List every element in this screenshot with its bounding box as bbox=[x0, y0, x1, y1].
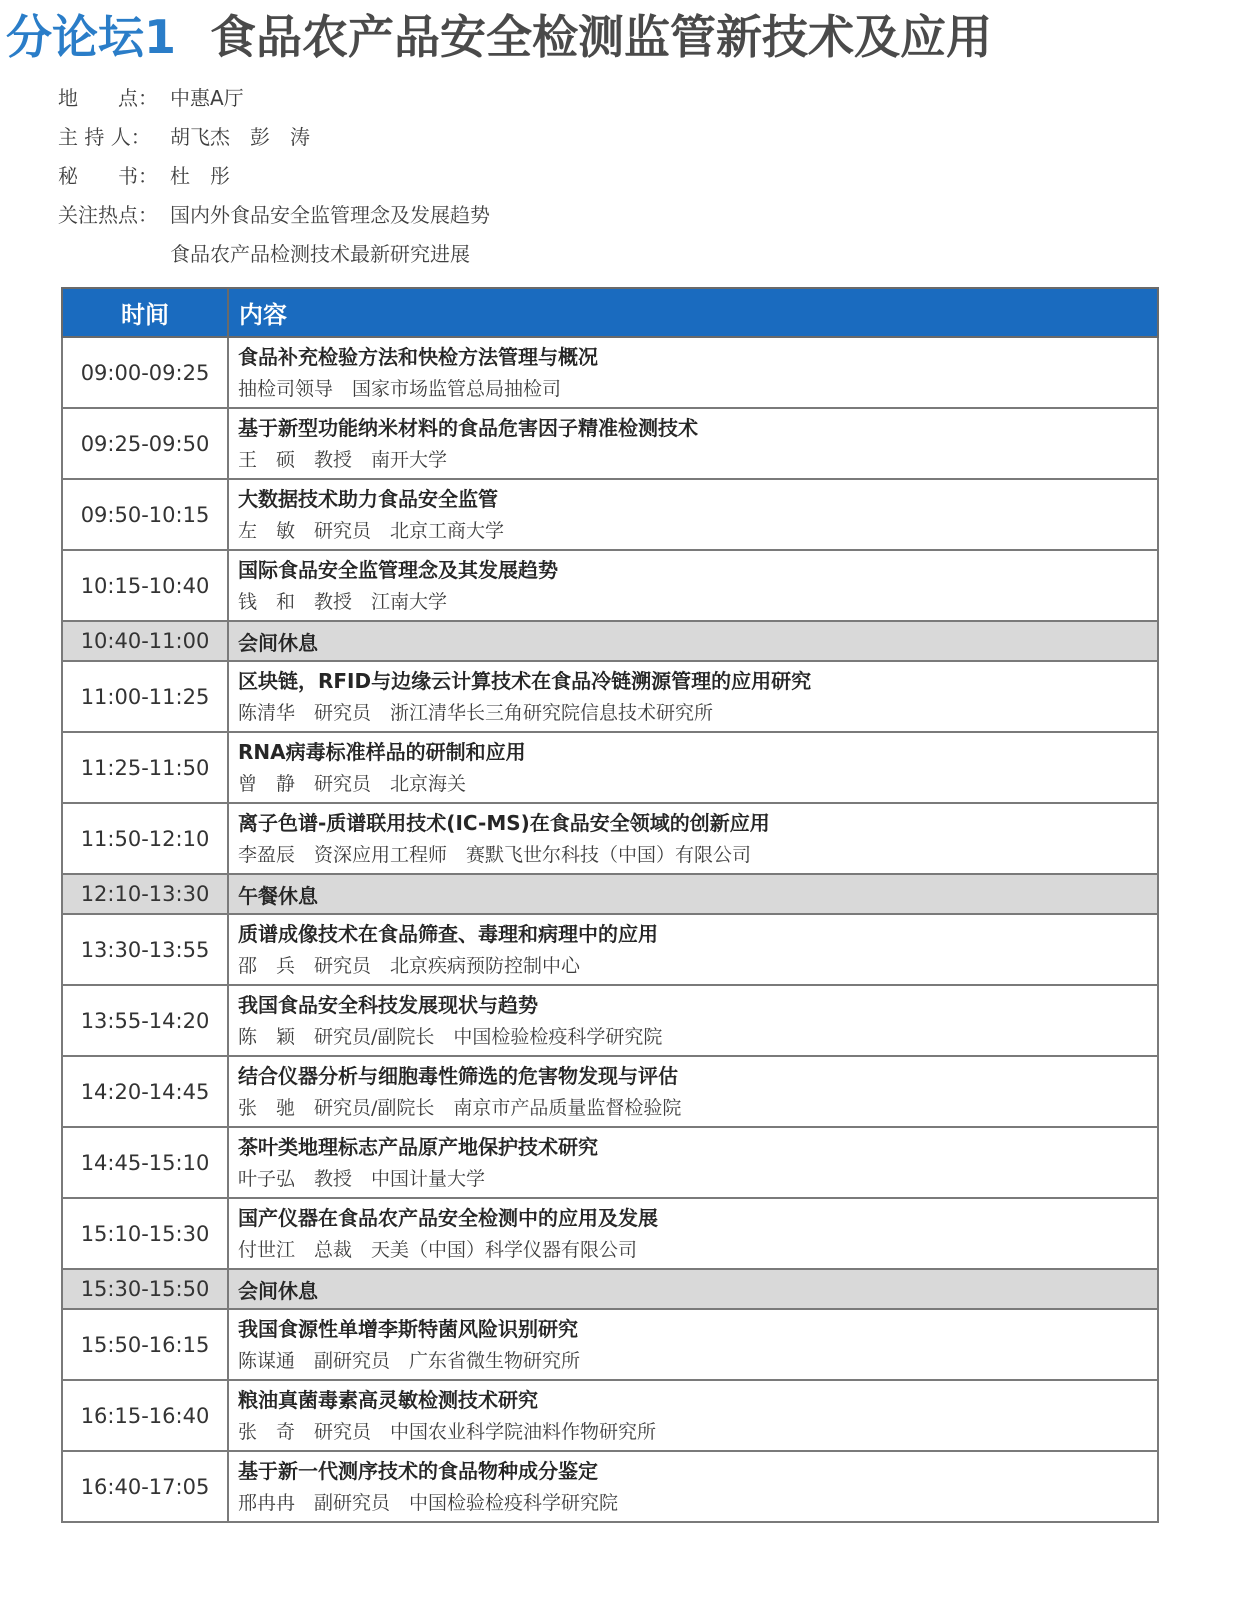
session-title: 离子色谱-质谱联用技术(IC-MS)在食品安全领域的创新应用 bbox=[238, 810, 770, 835]
session-row bbox=[62, 661, 1158, 732]
session-title: 国产仪器在食品农产品安全检测中的应用及发展 bbox=[238, 1205, 658, 1230]
session-cell bbox=[228, 408, 1158, 479]
session-speaker: 陈谋通 副研究员 广东省微生物研究所 bbox=[238, 1349, 581, 1372]
info-location bbox=[58, 83, 244, 113]
session-speaker: 左 敏 研究员 北京工商大学 bbox=[238, 519, 505, 542]
session-cell bbox=[228, 803, 1158, 874]
row-time: 16:40-17:05 bbox=[62, 1451, 228, 1522]
info-focus bbox=[58, 200, 490, 230]
host-value: 胡飞杰 彭 涛 bbox=[170, 125, 310, 149]
session-cell bbox=[228, 661, 1158, 732]
session-title: 茶叶类地理标志产品原产地保护技术研究 bbox=[238, 1134, 598, 1159]
session-title: 国际食品安全监管理念及其发展趋势 bbox=[238, 557, 558, 582]
break-label: 午餐休息 bbox=[238, 883, 318, 908]
session-cell bbox=[228, 550, 1158, 621]
break-label: 会间休息 bbox=[238, 630, 318, 655]
row-time: 12:10-13:30 bbox=[62, 874, 228, 914]
session-row bbox=[62, 550, 1158, 621]
row-time: 09:50-10:15 bbox=[62, 479, 228, 550]
session-row bbox=[62, 1056, 1158, 1127]
session-title: 区块链，RFID与边缘云计算技术在食品冷链溯源管理的应用研究 bbox=[238, 668, 812, 693]
forum-number: 分论坛1 bbox=[6, 10, 177, 64]
break-label: 会间休息 bbox=[238, 1278, 318, 1303]
session-cell bbox=[228, 337, 1158, 408]
session-row bbox=[62, 985, 1158, 1056]
forum-title: 食品农产品安全检测监管新技术及应用 bbox=[210, 10, 993, 64]
session-cell bbox=[228, 732, 1158, 803]
session-speaker: 陈清华 研究员 浙江清华长三角研究院信息技术研究所 bbox=[238, 701, 714, 724]
session-speaker: 邵 兵 研究员 北京疾病预防控制中心 bbox=[238, 954, 581, 977]
row-time: 13:55-14:20 bbox=[62, 985, 228, 1056]
info-secretary bbox=[58, 161, 230, 191]
session-speaker: 付世江 总裁 天美（中国）科学仪器有限公司 bbox=[238, 1238, 638, 1261]
row-time: 15:30-15:50 bbox=[62, 1269, 228, 1309]
session-title: 粮油真菌毒素高灵敏检测技术研究 bbox=[238, 1387, 538, 1412]
session-row bbox=[62, 914, 1158, 985]
row-time: 16:15-16:40 bbox=[62, 1380, 228, 1451]
row-time: 15:10-15:30 bbox=[62, 1198, 228, 1269]
break-row bbox=[62, 1269, 1158, 1309]
break-cell bbox=[228, 874, 1158, 914]
session-row bbox=[62, 1380, 1158, 1451]
session-title: RNA病毒标准样品的研制和应用 bbox=[238, 739, 526, 764]
session-cell bbox=[228, 1380, 1158, 1451]
session-title: 食品补充检验方法和快检方法管理与概况 bbox=[238, 344, 598, 369]
session-title: 我国食品安全科技发展现状与趋势 bbox=[238, 992, 538, 1017]
session-speaker: 钱 和 教授 江南大学 bbox=[238, 590, 448, 613]
focus-value-2: 食品农产品检测技术最新研究进展 bbox=[170, 242, 470, 266]
row-time: 10:15-10:40 bbox=[62, 550, 228, 621]
location-label: 地 点： bbox=[58, 86, 158, 110]
session-title: 我国食源性单增李斯特菌风险识别研究 bbox=[238, 1316, 578, 1341]
row-time: 15:50-16:15 bbox=[62, 1309, 228, 1380]
session-speaker: 张 奇 研究员 中国农业科学院油料作物研究所 bbox=[238, 1420, 657, 1443]
session-speaker: 邢冉冉 副研究员 中国检验检疫科学研究院 bbox=[238, 1491, 619, 1514]
session-title: 结合仪器分析与细胞毒性筛选的危害物发现与评估 bbox=[238, 1063, 678, 1088]
row-time: 09:25-09:50 bbox=[62, 408, 228, 479]
table-header-row bbox=[62, 288, 1158, 337]
session-speaker: 李盈辰 资深应用工程师 赛默飞世尔科技（中国）有限公司 bbox=[238, 843, 752, 866]
row-time: 14:45-15:10 bbox=[62, 1127, 228, 1198]
session-cell bbox=[228, 479, 1158, 550]
session-speaker: 曾 静 研究员 北京海关 bbox=[238, 772, 467, 795]
session-row bbox=[62, 732, 1158, 803]
row-time: 11:50-12:10 bbox=[62, 803, 228, 874]
session-cell bbox=[228, 985, 1158, 1056]
break-row bbox=[62, 621, 1158, 661]
session-title: 基于新型功能纳米材料的食品危害因子精准检测技术 bbox=[238, 415, 698, 440]
session-row bbox=[62, 1309, 1158, 1380]
session-speaker: 张 驰 研究员/副院长 南京市产品质量监督检验院 bbox=[238, 1096, 682, 1119]
location-value: 中惠A厅 bbox=[170, 86, 244, 110]
row-time: 14:20-14:45 bbox=[62, 1056, 228, 1127]
session-cell bbox=[228, 1451, 1158, 1522]
break-cell bbox=[228, 621, 1158, 661]
secretary-value: 杜 彤 bbox=[170, 164, 230, 188]
break-row bbox=[62, 874, 1158, 914]
schedule-body bbox=[62, 337, 1158, 1522]
header-content: 内容 bbox=[228, 288, 1158, 337]
info-focus-2 bbox=[58, 239, 470, 269]
break-cell bbox=[228, 1269, 1158, 1309]
page-title bbox=[6, 6, 992, 68]
session-speaker: 抽检司领导 国家市场监管总局抽检司 bbox=[238, 377, 562, 400]
session-title: 大数据技术助力食品安全监管 bbox=[238, 486, 498, 511]
session-row bbox=[62, 1127, 1158, 1198]
row-time: 11:00-11:25 bbox=[62, 661, 228, 732]
secretary-label: 秘 书： bbox=[58, 164, 158, 188]
info-host bbox=[58, 122, 310, 152]
session-cell bbox=[228, 1056, 1158, 1127]
session-cell bbox=[228, 914, 1158, 985]
session-row bbox=[62, 1198, 1158, 1269]
focus-value-1: 国内外食品安全监管理念及发展趋势 bbox=[170, 203, 490, 227]
session-cell bbox=[228, 1127, 1158, 1198]
session-speaker: 叶子弘 教授 中国计量大学 bbox=[238, 1167, 486, 1190]
row-time: 13:30-13:55 bbox=[62, 914, 228, 985]
schedule-table bbox=[61, 287, 1159, 1523]
row-time: 11:25-11:50 bbox=[62, 732, 228, 803]
session-title: 质谱成像技术在食品筛查、毒理和病理中的应用 bbox=[238, 921, 658, 946]
session-row bbox=[62, 337, 1158, 408]
session-row bbox=[62, 803, 1158, 874]
session-row bbox=[62, 479, 1158, 550]
header-time: 时间 bbox=[62, 288, 228, 337]
session-row bbox=[62, 1451, 1158, 1522]
row-time: 09:00-09:25 bbox=[62, 337, 228, 408]
session-title: 基于新一代测序技术的食品物种成分鉴定 bbox=[238, 1458, 598, 1483]
row-time: 10:40-11:00 bbox=[62, 621, 228, 661]
session-cell bbox=[228, 1198, 1158, 1269]
session-cell bbox=[228, 1309, 1158, 1380]
focus-label: 关注热点： bbox=[58, 203, 158, 227]
session-speaker: 陈 颖 研究员/副院长 中国检验检疫科学研究院 bbox=[238, 1025, 663, 1048]
session-speaker: 王 硕 教授 南开大学 bbox=[238, 448, 448, 471]
session-row bbox=[62, 408, 1158, 479]
host-label: 主 持 人： bbox=[58, 125, 151, 149]
